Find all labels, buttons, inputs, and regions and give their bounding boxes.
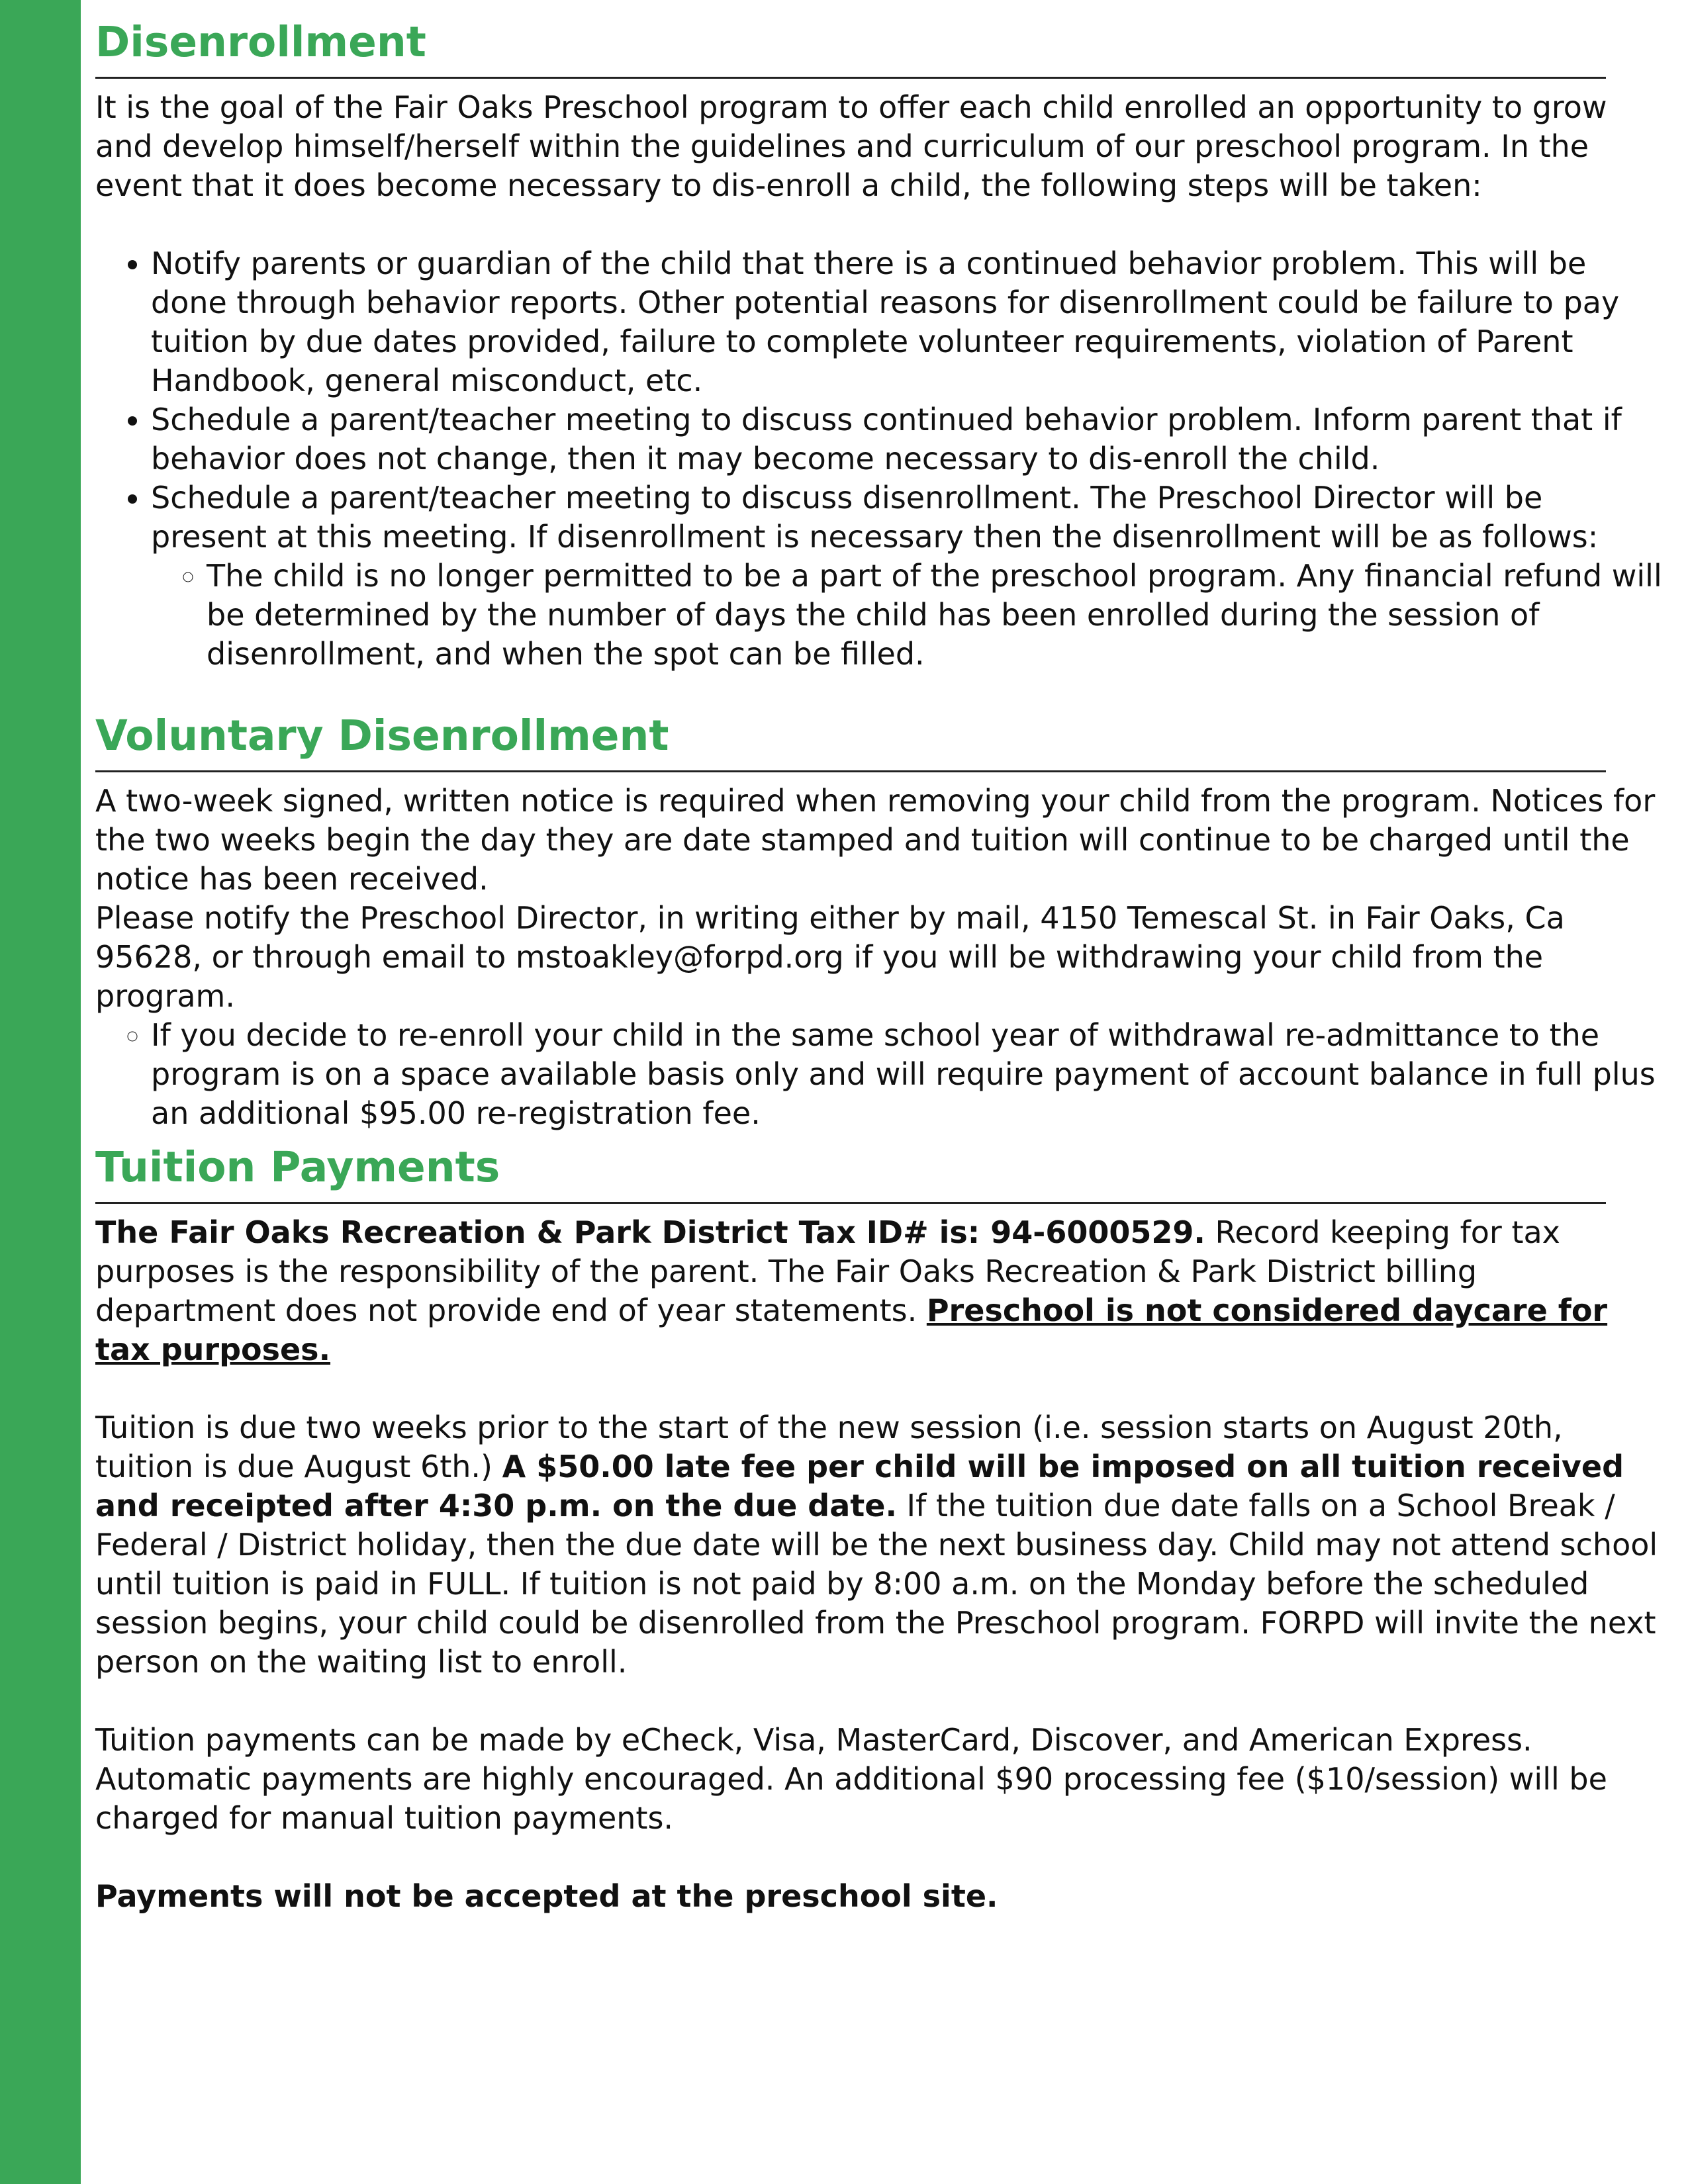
- due-date-paragraph: [95, 1408, 1664, 1682]
- holiday-policy-text: If the tuition due date falls on a School Break / Federal / District holiday, then the due date will be the next business day. Child may not attend school until tuition is paid in FULL. If tuition is not paid by 8:00 a.m. on the Monday before the scheduled session begins, your child could be disenrolled from the Preschool program. FORPD will invite the next person on the waiting list to enroll.: [95, 1488, 1658, 1680]
- disenrollment-sub-list: [151, 557, 1664, 674]
- disenrollment-section: [95, 15, 1664, 674]
- disenrollment-heading: Disenrollment: [95, 18, 426, 66]
- voluntary-disenrollment-heading: Voluntary Disenrollment: [95, 711, 669, 760]
- list-item: [151, 478, 1664, 674]
- list-item: ◦ If you decide to re-enroll your child in the same school year of withdrawal re-admittance to the program is on a space available basis only and will require payment of account balance in full plus an additional $95.00 re-registration fee.: [151, 1016, 1664, 1133]
- disenrollment-intro: It is the goal of the Fair Oaks Preschool program to offer each child enrolled an opportunity to grow and develop himself/herself within the guidelines and curriculum of our preschool program. In the event that it does become necessary to dis-enroll a child, the following steps will be taken:: [95, 89, 1607, 203]
- list-item-text: Schedule a parent/teacher meeting to discuss disenrollment. The Preschool Director will be present at this meeting. If disenrollment is necessary then the disenrollment will be as follows:: [151, 480, 1599, 555]
- tuition-payments-heading: Tuition Payments: [95, 1143, 500, 1191]
- late-fee-notice: A $50.00 late fee per child will be imposed on all tuition received and receipted after 4:30 p.m. on the due date.: [95, 1449, 1624, 1524]
- not-daycare-notice: Preschool is not considered daycare for tax purposes.: [95, 1293, 1608, 1367]
- tax-id-paragraph: [95, 1213, 1664, 1369]
- section-divider: [95, 1202, 1606, 1204]
- tuition-payments-section: [95, 1140, 1664, 1916]
- payments-site-notice: Payments will not be accepted at the preschool site.: [95, 1878, 998, 1914]
- payment-methods-paragraph: Tuition payments can be made by eCheck, Visa, MasterCard, Discover, and American Express. Automatic payments are highly encouraged. An additional $90 processing fee ($10/session) will be charged for manual tuition payments.: [95, 1722, 1607, 1836]
- section-divider: [95, 77, 1606, 79]
- record-keeping-text: Record keeping for tax purposes is the responsibility of the parent. The Fair Oaks Recreation & Park District billing department does not provide end of year statements.: [95, 1214, 1560, 1328]
- green-sidebar-bar: [0, 0, 81, 2184]
- list-item: ◦ The child is no longer permitted to be a part of the preschool program. Any financial refund will be determined by the number of days the child has been enrolled during the session of disenrollment, and when the spot can be filled.: [207, 557, 1664, 674]
- list-item: • Schedule a parent/teacher meeting to discuss continued behavior problem. Inform parent that if behavior does not change, then it may become necessary to dis-enroll the child.: [151, 400, 1664, 478]
- due-date-text: Tuition is due two weeks prior to the start of the new session (i.e. session starts on August 20th, tuition is due August 6th.): [95, 1410, 1563, 1484]
- voluntary-sub-list: [95, 1016, 1664, 1133]
- document-page: [95, 15, 1664, 1916]
- section-divider: [95, 770, 1606, 772]
- voluntary-notify-paragraph: Please notify the Preschool Director, in writing either by mail, 4150 Temescal St. in Fair Oaks, Ca 95628, or through email to mstoakley@forpd.org if you will be withdrawing your child from the program.: [95, 900, 1565, 1014]
- voluntary-disenrollment-section: [95, 708, 1664, 1133]
- tax-id-text: The Fair Oaks Recreation & Park District Tax ID# is: 94-6000529.: [95, 1214, 1205, 1250]
- disenrollment-steps-list: [95, 244, 1664, 674]
- list-item: • Notify parents or guardian of the child that there is a continued behavior problem. This will be done through behavior reports. Other potential reasons for disenrollment could be failure to pay tuition by due dates provided, failure to complete volunteer requirements, violation of Parent Handbook, general misconduct, etc.: [151, 244, 1664, 400]
- voluntary-notice-paragraph: A two-week signed, written notice is required when removing your child from the program. Notices for the two weeks begin the day they are date stamped and tuition will continue to be charged until the notice has been received.: [95, 783, 1656, 897]
